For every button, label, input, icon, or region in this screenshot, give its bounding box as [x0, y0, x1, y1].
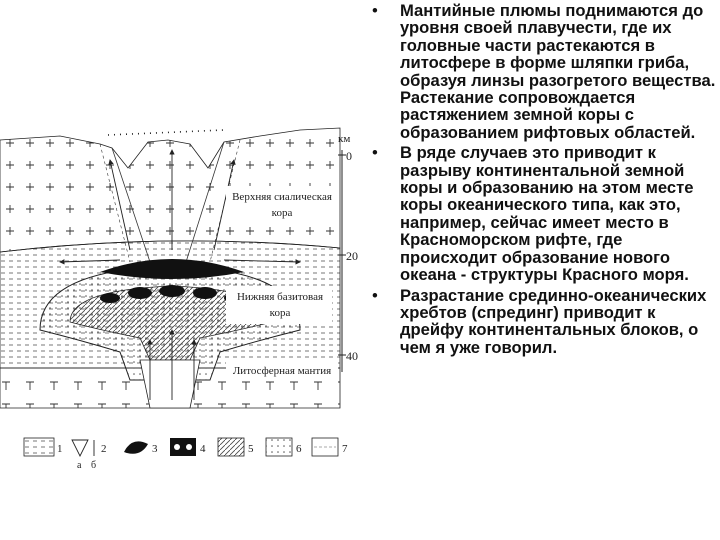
- legend-number: 2: [101, 443, 107, 455]
- magma-blob: [100, 293, 120, 303]
- bullet-item: [368, 2, 716, 141]
- plume-stem: [140, 360, 200, 408]
- legend-swatch: [266, 438, 292, 456]
- bullet-item: [368, 287, 716, 357]
- legend-swatch: [170, 438, 196, 456]
- legend-number: 4: [200, 443, 206, 455]
- bullet-marker: •: [372, 143, 378, 163]
- mantle-plume-diagram: [0, 120, 360, 480]
- upper-crust-label: Верхняя сиалическая: [232, 191, 332, 203]
- legend-number: 5: [248, 443, 254, 455]
- legend-swatch: [124, 441, 148, 453]
- legend-swatch: [24, 438, 54, 456]
- bullet-text: Разрастание срединно-океанических хребтов (спрединг) приводит к дрейфу континентальных блоков, о чем я уже говорил.: [400, 285, 707, 357]
- magma-blob: [193, 287, 217, 299]
- magma-blob: [128, 287, 152, 299]
- mantle-label: Литосферная мантия: [232, 365, 332, 377]
- legend-swatch: [72, 440, 88, 456]
- legend-number: 6: [296, 443, 302, 455]
- bullet-marker: •: [372, 285, 378, 305]
- legend-swatch: [218, 438, 244, 456]
- legend-number: 1: [57, 443, 63, 455]
- bullet-text: В ряде случаев это приводит к разрыву континентальной земной коры и образованию на этом месте коры океанического типа, как это, например, сейчас имеет место в Красноморском рифте, где происходит образование нового океана - структуры Красного моря.: [400, 143, 694, 285]
- bullet-list: [368, 2, 716, 359]
- depth-tick-label: 20: [346, 249, 358, 263]
- bullet-text: Мантийные плюмы поднимаются до уровня своей плавучести, где их головные части растекаются в литосфере в форме шляпки гриба, образуя линзы разогретого вещества. Растекание сопровождается растяжением земной коры с образованием рифтовых областей.: [400, 1, 716, 142]
- legend-number: 7: [342, 443, 348, 455]
- surface-dots: [108, 130, 224, 135]
- legend-sub-a: а: [77, 460, 82, 471]
- upper-crust-label: кора: [271, 207, 293, 219]
- bullet-item: [368, 144, 716, 283]
- depth-unit: км: [338, 133, 351, 145]
- legend-sub-b: б: [91, 460, 97, 471]
- depth-tick-label: 0: [346, 149, 352, 163]
- lower-crust-label: кора: [269, 307, 291, 319]
- legend-number: 3: [152, 443, 158, 455]
- legend: [24, 438, 348, 471]
- depth-tick-label: 40: [346, 349, 358, 363]
- magma-blob: [159, 285, 185, 297]
- lower-crust-label: Нижняя базитовая: [236, 291, 324, 303]
- bullet-marker: •: [372, 1, 378, 20]
